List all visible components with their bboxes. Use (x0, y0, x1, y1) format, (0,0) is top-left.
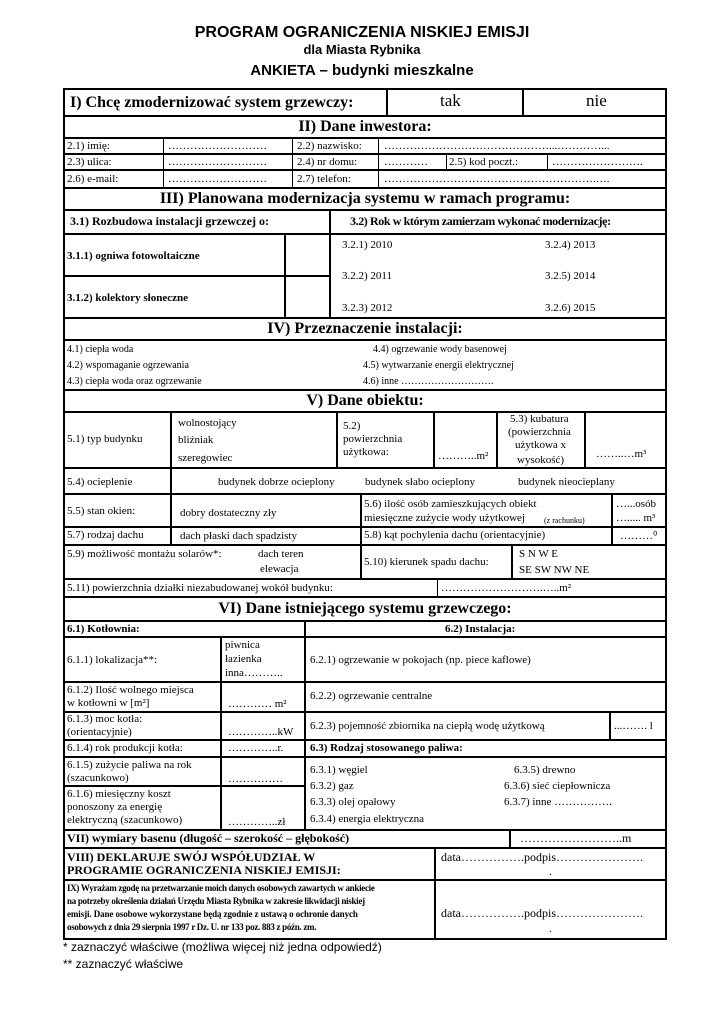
boiler-power-label-2: (orientacyjnie) (67, 726, 132, 738)
postal-code-label: 2.5) kod poczt.: (449, 156, 519, 168)
phone-field[interactable]: ………………………………………………….…. (384, 173, 610, 185)
purpose-pool[interactable]: 4.4) ogrzewanie wody basenowej (373, 344, 507, 355)
section-5-title: V) Dane obiektu: (306, 392, 424, 409)
location-bathroom[interactable]: łazienka (225, 653, 262, 665)
consent-line-3: emisji. Dane osobowe wykorzystane będą zgodnie z ustawą o ochronie danych (67, 909, 358, 919)
declaration-signature[interactable]: data…………….podpis…………………. (441, 850, 643, 864)
first-name-label: 2.1) imię: (67, 140, 110, 152)
street-field[interactable]: ……………………… (168, 156, 267, 168)
boiler-power-value[interactable]: …………..kW (228, 726, 294, 738)
location-basement[interactable]: piwnica (225, 639, 260, 651)
section-6-title: VI) Dane istniejącego systemu grzewczego: (218, 600, 512, 617)
tank-value[interactable]: ...……. l (614, 720, 653, 732)
section-1-label: I) Chcę zmodernizować system grzewczy: (70, 94, 354, 111)
area-value[interactable]: ………..m² (438, 450, 489, 462)
yes-option[interactable]: tak (440, 91, 461, 110)
water-usage-label: miesięczne zużycie wody użytkowej (364, 512, 525, 524)
building-type-label: 5.1) typ budynku (67, 433, 143, 445)
fuel-coal[interactable]: 6.3.1) węgiel (310, 764, 368, 776)
volume-label-2: (powierzchnia (508, 426, 571, 438)
electricity-cost-label-3: elektryczną (szacunkowo) (67, 814, 183, 826)
roof-direction-label: 5.10) kierunek spadu dachu: (364, 556, 489, 568)
solar-label: 3.1.2) kolektory słoneczne (67, 292, 188, 304)
volume-label-1: 5.3) kubatura (510, 413, 569, 425)
roof-direction-row-2[interactable]: SE SW NW NE (519, 564, 590, 576)
purpose-hot-water[interactable]: 4.1) ciepła woda (67, 344, 134, 355)
footnote-1: * zaznaczyć właściwe (możliwa więcej niż jedna odpowiedź) (63, 940, 382, 954)
boiler-year-label: 6.1.4) rok produkcji kotła: (67, 742, 183, 754)
fuel-other[interactable]: 6.3.7) inne ……………. (504, 796, 612, 808)
footnote-2: ** zaznaczyć właściwe (63, 957, 184, 971)
fuel-usage-label-2: (szacunkowo) (67, 772, 129, 784)
building-semi[interactable]: bliźniak (178, 434, 214, 446)
postal-code-field[interactable]: ……………………. (552, 156, 643, 168)
electricity-cost-value[interactable]: …………..zł (228, 816, 286, 828)
insulation-poor[interactable]: budynek słabo ocieplony (365, 476, 475, 488)
volume-label-3: użytkowa x (515, 439, 567, 451)
form-title: ANKIETA – budynki mieszkalne (250, 62, 474, 79)
year-header: 3.2) Rok w którym zamierzam wykonać modernizację: (350, 214, 611, 228)
solar-checkbox[interactable] (285, 276, 330, 318)
declaration-line-1: VIII) DEKLARUJE SWÓJ WSPÓŁUDZIAŁ W (67, 850, 316, 864)
roof-angle-value[interactable]: ………⁰ (620, 530, 658, 542)
house-no-label: 2.4) nr domu: (297, 156, 358, 168)
declaration-line-2: PROGRAMIE OGRANICZENIA NISKIEJ EMISJI: (67, 863, 341, 877)
house-no-field[interactable]: ………… (384, 156, 428, 168)
consent-line-1: IX) Wyrażam zgodę na przetwarzanie moich danych osobowych zawartych w ankiecie (67, 883, 375, 893)
section-4-title: IV) Przeznaczenie instalacji: (267, 320, 463, 337)
fuel-gas[interactable]: 6.3.2) gaz (310, 780, 354, 792)
location-other[interactable]: inna……….. (225, 667, 283, 679)
consent-line-4: osobowych z dnia 29 sierpnia 1997 r Dz. U. nr 133 poz. 883 z późn. zm. (67, 922, 317, 932)
area-label-2: powierzchnia (343, 433, 403, 445)
fuel-usage-label-1: 6.1.5) zużycie paliwa na rok (67, 759, 192, 771)
pv-label: 3.1.1) ogniwa fotowoltaiczne (67, 250, 200, 262)
electricity-cost-label-2: ponoszony za energię (67, 801, 163, 813)
roof-options[interactable]: dach płaski dach spadzisty (180, 530, 297, 542)
plot-area-value[interactable]: ……………………….…..m² (441, 582, 572, 594)
boiler-year-value[interactable]: …………..r. (228, 742, 284, 754)
volume-value[interactable]: ……..…m³ (596, 448, 647, 460)
windows-label: 5.5) stan okien: (67, 505, 136, 517)
no-option[interactable]: nie (586, 91, 607, 110)
pool-label: VII) wymiary basenu (długość – szerokość – głębokość) (67, 831, 350, 845)
year-2010[interactable]: 3.2.1) 2010 (342, 239, 393, 251)
solar-mount-facade[interactable]: elewacja (260, 563, 299, 575)
insulation-good[interactable]: budynek dobrze ocieplony (218, 476, 335, 488)
consent-signature[interactable]: data…………….podpis…………………. (441, 906, 643, 920)
building-terraced[interactable]: szeregowiec (178, 452, 233, 464)
roof-label: 5.7) rodzaj dachu (67, 529, 144, 541)
year-2013[interactable]: 3.2.4) 2013 (545, 239, 596, 251)
email-label: 2.6) e-mail: (67, 173, 119, 185)
install-stoves[interactable]: 6.2.1) ogrzewanie w pokojach (np. piece kaflowe) (310, 654, 531, 666)
fuel-district-heat[interactable]: 6.3.6) sieć ciepłownicza (504, 780, 611, 792)
tank-label: 6.2.3) pojemność zbiornika na ciepłą wodę użytkową (310, 720, 545, 732)
year-2012[interactable]: 3.2.3) 2012 (342, 302, 393, 314)
extension-header: 3.1) Rozbudowa instalacji grzewczej o: (70, 214, 269, 228)
street-label: 2.3) ulica: (67, 156, 112, 168)
building-detached[interactable]: wolnostojący (178, 417, 237, 429)
plot-area-label: 5.11) powierzchnia działki niezabudowanej wokół budynku: (67, 582, 333, 594)
section-2-title: II) Dane inwestora: (298, 118, 432, 135)
free-space-label-2: w kotłowni w [m²] (67, 697, 150, 709)
electricity-cost-label-1: 6.1.6) miesięczny koszt (67, 788, 171, 800)
roof-angle-label: 5.8) kąt pochylenia dachu (orientacyjnie) (364, 529, 546, 541)
pool-value[interactable]: ……………………..m (520, 831, 632, 845)
fuel-electric[interactable]: 6.3.4) energia elektryczna (310, 813, 425, 825)
year-2011[interactable]: 3.2.2) 2011 (342, 270, 393, 282)
section-3-title: III) Planowana modernizacja systemu w ramach programu: (159, 190, 571, 207)
pv-checkbox[interactable] (285, 234, 330, 276)
area-label-3: użytkowa: (343, 446, 389, 458)
purpose-water-heating[interactable]: 4.3) ciepła woda oraz ogrzewanie (67, 376, 202, 387)
fuel-usage-value[interactable]: …………… (228, 773, 283, 785)
solar-mount-label: 5.9) możliwość montażu solarów*: (67, 548, 222, 560)
purpose-electricity[interactable]: 4.5) wytwarzanie energii elektrycznej (363, 360, 514, 371)
consent-signature-dot: . (549, 921, 552, 935)
solar-mount-options[interactable]: dach teren (258, 548, 304, 560)
page-subtitle: dla Miasta Rybnika (303, 42, 421, 57)
phone-label: 2.7) telefon: (297, 173, 351, 185)
page-title: PROGRAM OGRANICZENIA NISKIEJ EMISJI (194, 24, 530, 41)
email-field[interactable]: ……………………… (168, 173, 267, 185)
water-usage-value[interactable]: …..... m³ (616, 512, 656, 524)
fuel-oil[interactable]: 6.3.3) olej opałowy (310, 796, 396, 808)
free-space-value[interactable]: ………… m² (228, 698, 287, 710)
last-name-field[interactable]: ………………………………………...…………... (384, 140, 610, 152)
boiler-room-header: 6.1) Kotłownia: (67, 623, 140, 635)
fuel-wood[interactable]: 6.3.5) drewno (514, 764, 576, 776)
location-label: 6.1.1) lokalizacja**: (67, 654, 158, 666)
occupants-label: 5.6) ilość osób zamieszkujących obiekt (364, 498, 537, 510)
windows-options[interactable]: dobry dostateczny zły (180, 507, 277, 519)
insulation-label: 5.4) ocieplenie (67, 476, 133, 488)
area-label-1: 5.2) (343, 420, 361, 432)
install-central[interactable]: 6.2.2) ogrzewanie centralne (310, 690, 433, 702)
last-name-label: 2.2) nazwisko: (297, 140, 362, 152)
year-2015[interactable]: 3.2.6) 2015 (545, 302, 596, 314)
purpose-heating-support[interactable]: 4.2) wspomaganie ogrzewania (67, 360, 189, 371)
year-2014[interactable]: 3.2.5) 2014 (545, 270, 596, 282)
water-usage-note: (z rachunku) (544, 516, 585, 525)
installation-header: 6.2) Instalacja: (445, 623, 516, 635)
volume-label-4: wysokość) (517, 454, 565, 466)
purpose-other[interactable]: 4.6) inne ………………………. (363, 376, 494, 387)
roof-direction-row-1[interactable]: S N W E (519, 548, 559, 560)
fuel-header: 6.3) Rodzaj stosowanego paliwa: (310, 742, 463, 754)
declaration-signature-dot: . (549, 864, 552, 878)
free-space-label-1: 6.1.2) Ilość wolnego miejsca (67, 684, 194, 696)
first-name-field[interactable]: ……………………… (168, 140, 267, 152)
boiler-power-label-1: 6.1.3) moc kotła: (67, 713, 143, 725)
occupants-value[interactable]: …...osób (616, 498, 657, 510)
consent-line-2: na potrzeby określenia działań Urzędu Miasta Rybnika w zakresie likwidacji niskiej (67, 896, 365, 906)
insulation-none[interactable]: budynek nieocieplany (518, 476, 615, 488)
